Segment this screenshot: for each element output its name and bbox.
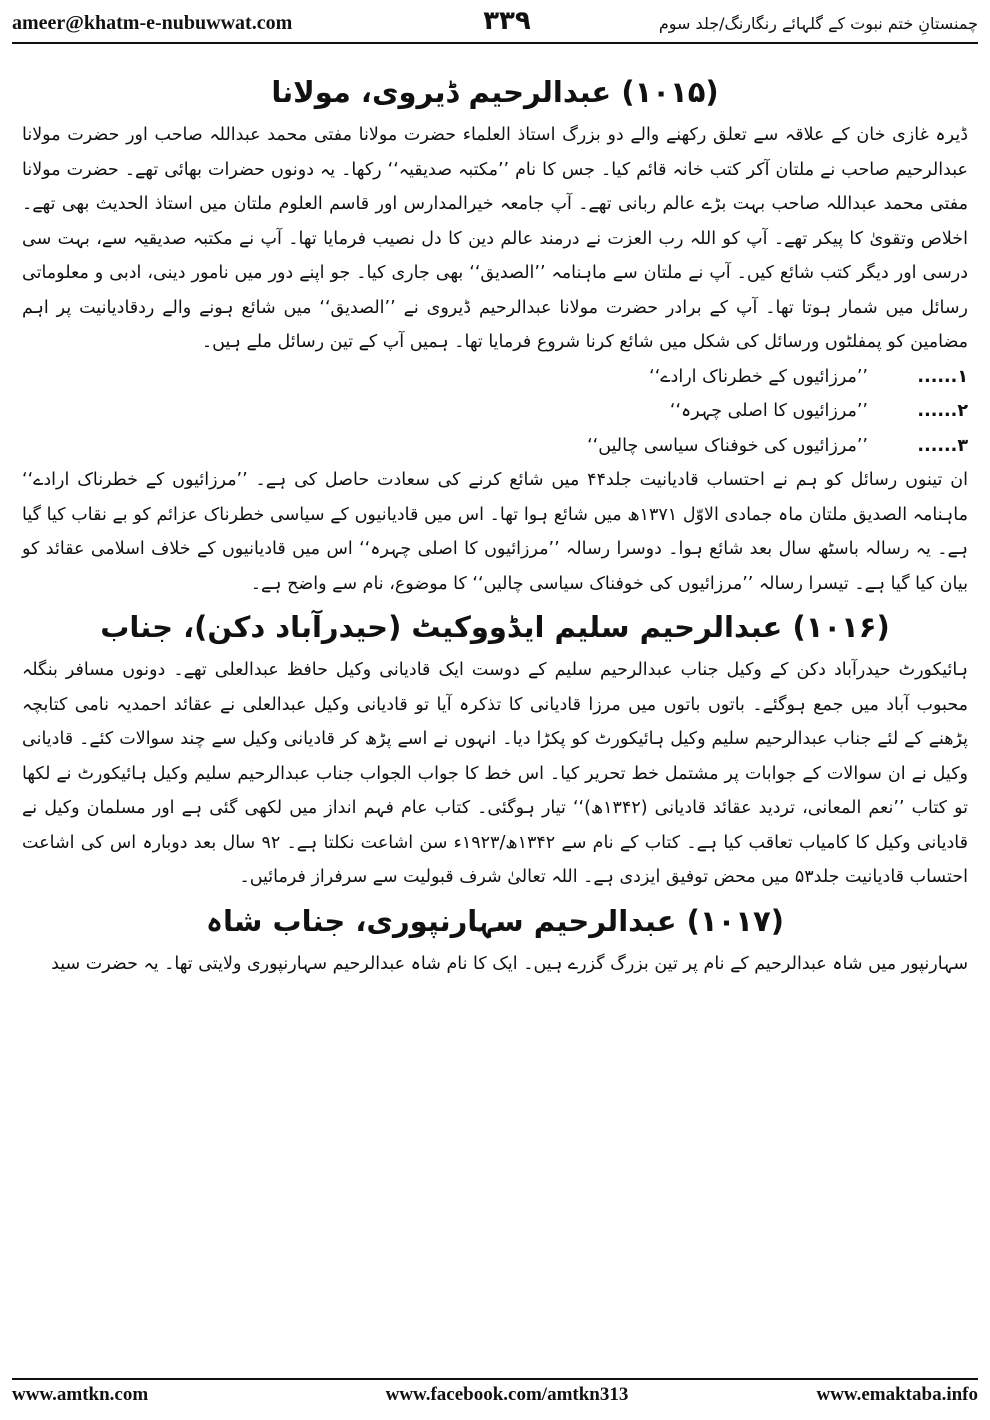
list-item-text: ’’مرزائیوں کے خطرناک ارادے‘‘ xyxy=(649,366,868,387)
paragraph: ہائیکورٹ حیدرآباد دکن کے وکیل جناب عبدالرحیم سلیم کے دوست ایک قادیانی وکیل حافظ عبدالعلی تھے۔ دونوں مسافر بنگلہ محبوب آباد میں جمع ہوگئے۔ باتوں باتوں میں مرزا قادیانی کا تذکرہ آیا تو قادیانی وکیل عبدالعلی نے عقائد احمدیہ نامی کتابچہ پڑھنے کے لئے جناب عبدالرحیم سلیم وکیل ہائیکورٹ کو پکڑا دیا۔ انہوں نے اسے پڑھ کر قادیانی وکیل سے چند سوالات کئے۔ قادیانی وکیل نے ان سوالات کے جوابات پر مشتمل خط تحریر کیا۔ اس خط کا جواب الجواب جناب عبدالرحیم سلیم وکیل ہائیکورٹ نے لکھا تو کتاب ’’نعم المعانی، تردید عقائد قادیانی (۱۳۴۲ھ)‘‘ تیار ہوگئی۔ کتاب عام فہم انداز میں لکھی گئی ہے اور مسلمان وکیل نے قادیانی وکیل کا کامیاب تعاقب کیا ہے۔ کتاب کے نام سے ۱۳۴۲ھ/۱۹۲۳ء سن اشاعت نکلتا ہے۔ ۹۲ سال بعد دوبارہ اس کی اشاعت احتساب قادیانیت جلد۵۳ میں محض توفیق ایزدی ہے۔ اللہ تعالیٰ شرف قبولیت سے سرفراز فرمائیں۔ xyxy=(22,660,968,887)
list-item-number: ۳...... xyxy=(917,435,968,456)
list-item xyxy=(22,394,968,429)
paragraph: ڈیرہ غازی خان کے علاقہ سے تعلق رکھنے والے دو بزرگ استاذ العلماء حضرت مولانا مفتی محمد عبداللہ صاحب اور حضرت مولانا عبدالرحیم صاحب نے ملتان آکر کتب خانہ قائم کیا۔ جس کا نام ’’مکتبہ صدیقیہ‘‘ رکھا۔ یہ دونوں حضرات بھائی تھے۔ حضرت مولانا مفتی محمد عبداللہ صاحب بہت بڑے عالم ربانی تھے۔ آپ جامعہ خیرالمدارس اور قاسم العلوم ملتان میں استاذ الحدیث بھی تھے۔ اخلاص وتقویٰ کا پیکر تھے۔ آپ کو اللہ رب العزت نے درمند عالم دین کا دل نصیب فرمایا تھا۔ آپ نے مکتبہ صدیقیہ سے، بہت سی درسی اور دیگر کتب شائع کیں۔ آپ نے ملتان سے ماہنامہ ’’الصدیق‘‘ بھی جاری کیا۔ جو اپنے دور میں نامور دینی، ادبی و معلوماتی رسائل میں شمار ہوتا تھا۔ آپ کے برادر حضرت مولانا عبدالرحیم ڈیروی نے ’’الصدیق‘‘ میں شائع ہونے والے ردقادیانیت پر اہم مضامین کو پمفلٹوں ورسائل کی شکل میں شائع کرنا شروع فرمایا تھا۔ ہمیں آپ کے تین رسائل ملے ہیں۔ xyxy=(22,125,968,352)
list-item-number: ۲...... xyxy=(917,401,968,421)
section-1015 xyxy=(22,66,968,601)
section-heading: (۱۰۱۶) عبدالرحیم سلیم ایڈووکیٹ (حیدرآباد دکن)، جناب xyxy=(100,610,890,644)
page-content xyxy=(22,66,968,981)
list-item xyxy=(22,429,968,464)
treatise-list xyxy=(22,360,968,464)
section-heading: (۱۰۱۵) عبدالرحیم ڈیروی، مولانا xyxy=(271,75,719,109)
book-title: چمنستانِ ختم نبوت کے گلہائے رنگارنگ/جلد سوم xyxy=(658,14,978,33)
section-1017 xyxy=(22,895,968,982)
page-header xyxy=(12,6,978,44)
page-number: ۳۳۹ xyxy=(483,6,531,36)
paragraph: سہارنپور میں شاہ عبدالرحیم کے نام پر تین بزرگ گزرے ہیں۔ ایک کا نام شاہ عبدالرحیم سہارنپوری ولایتی تھا۔ یہ حضرت سید xyxy=(51,953,968,974)
footer-link-emaktaba[interactable]: www.emaktaba.info xyxy=(816,1384,978,1405)
section-1016 xyxy=(22,601,968,895)
list-item-text: ’’مرزائیوں کی خوفناک سیاسی چالیں‘‘ xyxy=(587,435,868,456)
list-item-number: ۱...... xyxy=(917,366,968,387)
paragraph: ان تینوں رسائل کو ہم نے احتساب قادیانیت جلد۴۴ میں شائع کرنے کی سعادت حاصل کی ہے۔ ’’مرزائیوں کے خطرناک ارادے‘‘ ماہنامہ الصدیق ملتان ماہ جمادی الاوّل ۱۳۷۱ھ میں شائع ہوا تھا۔ اس میں قادیانیوں کے سیاسی خطرناک عزائم کو بے نقاب کیا گیا ہے۔ یہ رسالہ باسٹھ سال بعد شائع ہوا۔ دوسرا رسالہ ’’مرزائیوں کا اصلی چہرہ‘‘ اس میں قادیانیوں کے خلاف اسلامی عقائد کو بیان کیا گیا ہے۔ تیسرا رسالہ ’’مرزائیوں کی خوفناک سیاسی چالیں‘‘ کا موضوع، نام سے واضح ہے۔ xyxy=(22,470,968,594)
footer-link-amtkn[interactable]: www.amtkn.com xyxy=(12,1384,149,1405)
header-email: ameer@khatm-e-nubuwwat.com xyxy=(12,12,293,34)
section-heading: (۱۰۱۷) عبدالرحیم سہارنپوری، جناب شاہ xyxy=(206,903,784,938)
list-item-text: ’’مرزائیوں کا اصلی چہرہ‘‘ xyxy=(669,401,868,421)
list-item xyxy=(22,360,968,395)
footer-link-facebook[interactable]: www.facebook.com/amtkn313 xyxy=(385,1384,629,1405)
page-footer xyxy=(12,1378,978,1414)
